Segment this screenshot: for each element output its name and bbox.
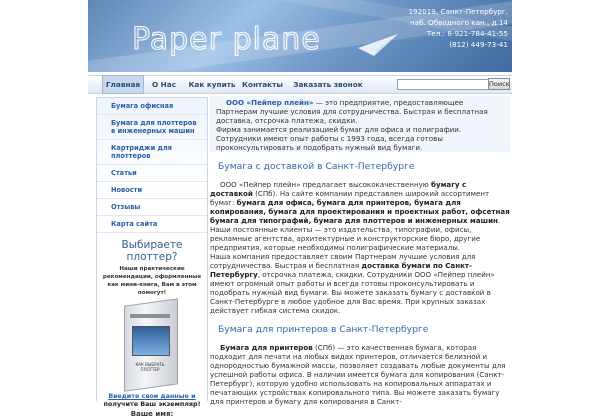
plotter-picture xyxy=(132,326,170,356)
bold-text: бумагу с доставкой xyxy=(210,180,467,198)
sidebar-menu xyxy=(96,97,208,418)
plotter-promo xyxy=(97,233,207,418)
text: Наша компания предоставляет своим Партнерам лучшие условия для сотрудничества. Быстрая и бесплатная xyxy=(210,252,476,270)
page-background-left xyxy=(0,0,88,400)
search-input[interactable] xyxy=(397,79,489,90)
main-navigation xyxy=(88,75,512,94)
section-heading: Бумага с доставкой в Санкт-Петербурге xyxy=(218,161,415,172)
text: ООО «Пейпер плейн» предлагает высококачественную xyxy=(220,180,432,189)
sidebar-item-cartridges[interactable]: Картриджи для плоттеров xyxy=(97,140,207,165)
section-paragraph xyxy=(210,343,510,406)
contact-line: (812) 449-73-41 xyxy=(449,40,508,49)
promo-link-text: получите Ваш экземпляр! xyxy=(103,400,201,408)
promo-subtitle: Наши практические рекомендации, оформленные как мини-книга, Вам в этом помогут! xyxy=(102,266,202,296)
section-paragraph xyxy=(210,252,510,315)
nav-order-call[interactable]: Заказать звонок xyxy=(293,80,363,89)
bold-text: Бумага для принтеров xyxy=(220,343,313,352)
text: . Наши постоянные клиенты — это издательства, типографии, офисы, рекламные агентства, архитектурные и конструкторские бюро, другие предприятия, которые необходимы полиграфические материалы. xyxy=(210,216,501,252)
sidebar-item-sitemap[interactable]: Карта сайта xyxy=(97,216,207,233)
contact-line: наб. Обводного кан., д.14 xyxy=(409,18,508,27)
main-content xyxy=(210,96,510,406)
nav-about[interactable]: О Нас xyxy=(151,80,177,89)
site-header xyxy=(88,0,512,72)
book-label: КАК ВЫБРАТЬ ПЛОТТЕР xyxy=(135,362,165,372)
bold-text: доставка бумаги по Санкт-Петербургу xyxy=(210,261,472,279)
company-name: ООО «Пейпер плейн» xyxy=(226,98,314,107)
text: (СПб) — это качественная бумага, которая подходит для печати на любых видах принтеров, отличается белизной и однородностью бумажной массы, позволяет создавать любые документы для успешной работы офиса. В наличии имеется бумага для копирования (Санкт-Петербург), которую удобно использовать на копировальных аппаратах и печатающих устройствах копировального типа. Вы можете заказать бумагу для принтеров и бумагу для копирования в Санкт- xyxy=(210,343,506,406)
search-button[interactable]: Поиск xyxy=(489,80,510,88)
page-background-right xyxy=(512,0,600,400)
mini-book-image[interactable] xyxy=(114,302,190,390)
sidebar-item-office-paper[interactable]: Бумага офисная xyxy=(97,98,207,115)
nav-home[interactable]: Главная xyxy=(102,75,144,94)
sidebar-item-reviews[interactable]: Отзывы xyxy=(97,199,207,216)
sidebar-item-news[interactable]: Новости xyxy=(97,182,207,199)
promo-title: Выбираете xyxy=(121,239,183,251)
promo-name-label: Ваше имя: xyxy=(130,410,174,418)
sidebar-item-articles[interactable]: Статьи xyxy=(97,165,207,182)
text: , отсрочка платежа, скидки. Сотрудники ООО «Пейпер плейн» имеют огромный опыт работы и всегда готовы проконсультировать и подобрать нужный вид бумаги. Вы можете заказать бумагу с доставкой в Санкт-Петербурге в любое удобное для Вас время. При крупных заказах действует гибкая система скидок. xyxy=(210,270,495,315)
contact-line: Тел.: 8-921-784-41-55 xyxy=(426,29,508,38)
contact-info xyxy=(408,6,508,50)
intro-paragraph xyxy=(216,98,506,125)
promo-link-text[interactable]: Введите свои данные и xyxy=(108,392,196,400)
nav-contacts[interactable]: Контакты xyxy=(242,80,283,89)
promo-title: плоттер? xyxy=(126,251,178,263)
intro-block xyxy=(210,96,510,152)
sidebar-item-plotter-paper[interactable]: Бумага для плоттеров в инженерных машин xyxy=(97,115,207,140)
section-heading: Бумага для принтеров в Санкт-Петербурге xyxy=(218,324,429,335)
section-paragraph xyxy=(210,180,510,252)
text: (СПб). На сайте компании представлен широкий ассортимент бумаг: xyxy=(210,189,490,207)
contact-line: 192019, Санкт-Петербург, xyxy=(408,7,508,16)
promo-call-to-action[interactable] xyxy=(97,390,207,408)
bold-text: бумага для офиса, бумага для принтеров, бумага для копирования, бумага для проектирования и проектных работ, офсетная бумага для типографий, бумага для плоттеров и инженерных машин xyxy=(210,198,510,225)
nav-how-to-buy[interactable]: Как купить xyxy=(188,80,236,89)
paper-plane-icon xyxy=(358,34,398,56)
intro-text: — это предприятие, предоставляющее Партнерам лучшие условия для сотрудничества. Быстрая и бесплатная доставка, отсрочка платежа, скидки. xyxy=(216,98,488,125)
intro-paragraph: Фирма занимается реализацией бумаг для офиса и полиграфии. Сотрудники имеют опыт работы с 1993 года, всегда готовы проконсультировать и подобрать нужный вид бумаги. xyxy=(216,125,462,152)
site-logo[interactable]: Paper plane xyxy=(132,22,321,57)
book-stripe xyxy=(130,314,170,318)
